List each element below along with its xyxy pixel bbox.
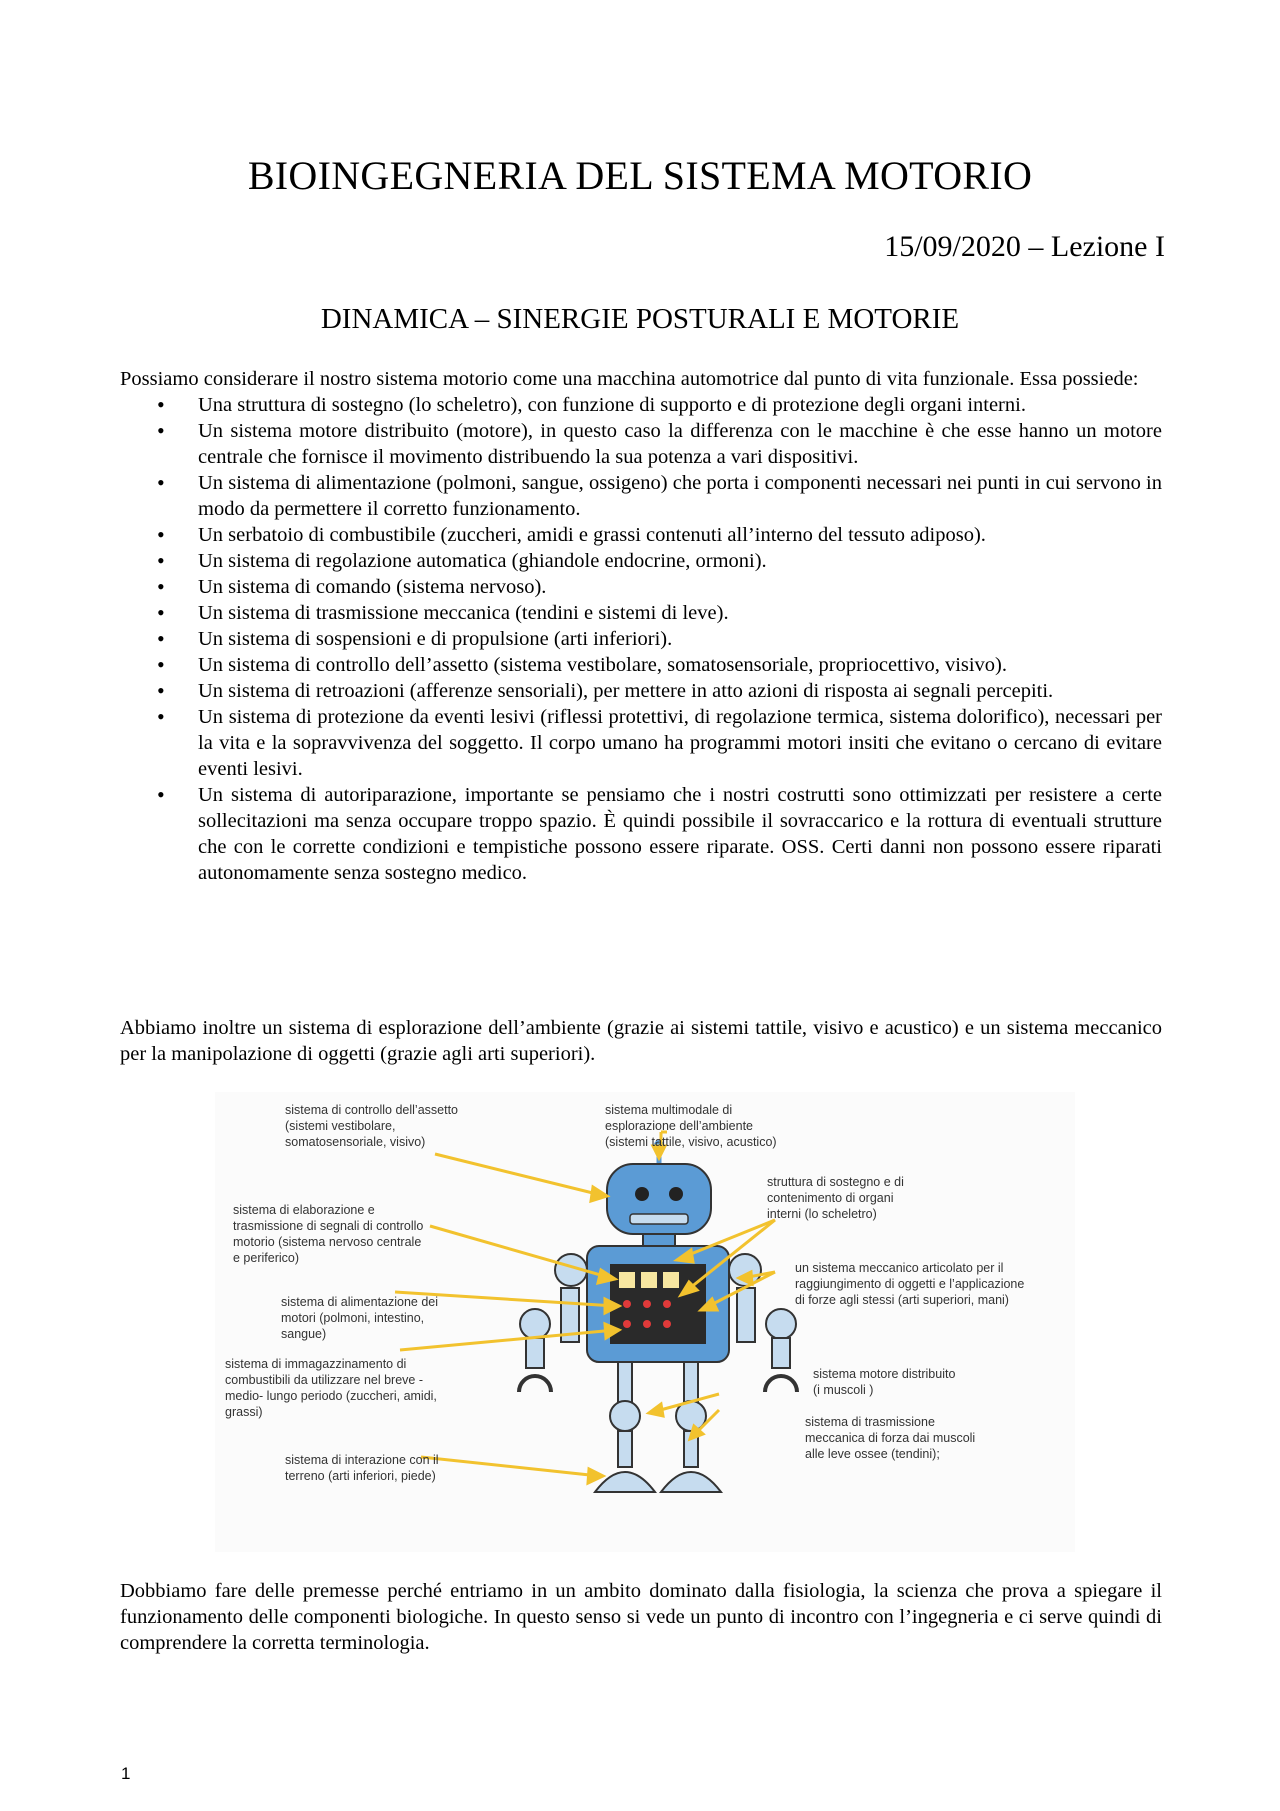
label-line: un sistema meccanico articolato per il	[795, 1261, 1004, 1275]
label-line: medio- lungo periodo (zuccheri, amidi,	[225, 1389, 437, 1403]
label-line: struttura di sostegno e di	[767, 1175, 904, 1189]
list-item: • Un sistema di sospensioni e di propulsione (arti inferiori).	[120, 626, 1162, 652]
robot-head	[607, 1164, 711, 1234]
robot-figure	[215, 1092, 1075, 1552]
label-line: sistema di alimentazione dei	[281, 1295, 439, 1309]
intro-paragraph: Possiamo considerare il nostro sistema motorio come una macchina automotrice dal punto di vita funzionale. Essa possiede:	[120, 368, 1139, 390]
label-line: sistema di controllo dell’assetto	[285, 1103, 458, 1117]
bullet-list	[120, 392, 1162, 886]
label-line: (sistemi vestibolare,	[285, 1119, 396, 1133]
list-item: • Un sistema di retroazioni (afferenze sensoriali), per mettere in atto azioni di risposta ai segnali percepiti.	[120, 678, 1162, 704]
list-item: • Una struttura di sostegno (lo scheletro), con funzione di supporto e di protezione degli organi interni.	[120, 392, 1162, 418]
label-line: raggiungimento di oggetti e l’applicazione	[795, 1277, 1025, 1291]
robot-neck	[643, 1234, 675, 1246]
page-number: 1	[121, 1764, 131, 1783]
lecture-date: 15/09/2020 – Lezione I	[884, 230, 1165, 263]
intro-section	[120, 366, 1162, 886]
list-item: • Un sistema di autoriparazione, importante se pensiamo che i nostri costrutti sono ottimizzati per resistere a certe sollecitazioni ma senza occupare troppo spazio. È quindi possibile il sovraccarico e la rottura di eventuali strutture che con le corrette condizioni e tempistiche possono essere riparate. OSS. Certi danni non possono essere riparati autonomamente senza sostegno medico.	[120, 782, 1162, 886]
list-item: • Un sistema di controllo dell’assetto (sistema vestibolare, somatosensoriale, propriocettivo, visivo).	[120, 652, 1162, 678]
list-item: • Un sistema di alimentazione (polmoni, sangue, ossigeno) che porta i componenti necessari nei punti in cui servono in modo da permettere il corretto funzionamento.	[120, 470, 1162, 522]
paragraph-exploration: Abbiamo inoltre un sistema di esplorazione dell’ambiente (grazie ai sistemi tattile, visivo e acustico) e un sistema meccanico per la manipolazione di oggetti (grazie agli arti superiori).	[120, 1017, 1162, 1065]
label-line: sistema motore distribuito	[813, 1367, 956, 1381]
list-item: • Un sistema di regolazione automatica (ghiandole endocrine, ormoni).	[120, 548, 1162, 574]
label-line: sistema di elaborazione e	[233, 1203, 375, 1217]
label-line: interni (lo scheletro)	[767, 1207, 877, 1221]
list-item: • Un sistema motore distribuito (motore), in questo caso la differenza con le macchine è che esse hanno un motore centrale che fornisce il movimento distribuendo la sua potenza a vari dispositivi.	[120, 418, 1162, 470]
label-line: alle leve ossee (tendini);	[805, 1447, 940, 1461]
label-line: sangue)	[281, 1327, 327, 1341]
label-line: sistema di immagazzinamento di	[225, 1357, 407, 1371]
label-line: e periferico)	[233, 1251, 299, 1265]
label-line: (sistemi tattile, visivo, acustico)	[605, 1135, 777, 1149]
label-line: sistema di trasmissione	[805, 1415, 935, 1429]
list-item: • Un serbatoio di combustibile (zuccheri, amidi e grassi contenuti all’interno del tessuto adiposo).	[120, 522, 1162, 548]
list-item: • Un sistema di comando (sistema nervoso).	[120, 574, 1162, 600]
label-line: esplorazione dell’ambiente	[605, 1119, 754, 1133]
document-title: BIOINGEGNERIA DEL SISTEMA MOTORIO	[247, 153, 1033, 198]
label-line: grassi)	[225, 1405, 263, 1419]
label-line: di forze agli stessi (arti superiori, mani)	[795, 1293, 1009, 1307]
label-line: motorio (sistema nervoso centrale	[233, 1235, 422, 1249]
label-line: sistema di interazione con il	[285, 1453, 439, 1467]
label-line: sistema multimodale di	[605, 1103, 733, 1117]
robot-diagram	[215, 1092, 1075, 1552]
label-line: trasmissione di segnali di controllo	[233, 1219, 424, 1233]
label-line: (i muscoli )	[813, 1383, 874, 1397]
label-line: combustibili da utilizzare nel breve -	[225, 1373, 424, 1387]
label-meccanico	[795, 1261, 1024, 1307]
label-line: somatosensoriale, visivo)	[285, 1135, 426, 1149]
section-title: DINAMICA – SINERGIE POSTURALI E MOTORIE	[320, 303, 960, 335]
label-line: terreno (arti inferiori, piede)	[285, 1469, 436, 1483]
list-item: • Un sistema di trasmissione meccanica (tendini e sistemi di leve).	[120, 600, 1162, 626]
label-line: meccanica di forza dai muscoli	[805, 1431, 976, 1445]
label-line: contenimento di organi	[767, 1191, 894, 1205]
paragraph-physiology: Dobbiamo fare delle premesse perché entriamo in un ambito dominato dalla fisiologia, la scienza che prova a spiegare il funzionamento delle componenti biologiche. In questo senso si vede un punto di incontro con l’ingegneria e ci serve quindi di comprendere la corretta terminologia.	[120, 1580, 1162, 1654]
label-line: motori (polmoni, intestino,	[281, 1311, 425, 1325]
list-item: • Un sistema di protezione da eventi lesivi (riflessi protettivi, di regolazione termica, sistema dolorifico), necessari per la vita e la sopravvivenza del soggetto. Il corpo umano ha programmi motori insiti che evitano o cercano di evitare eventi lesivi.	[120, 704, 1162, 782]
